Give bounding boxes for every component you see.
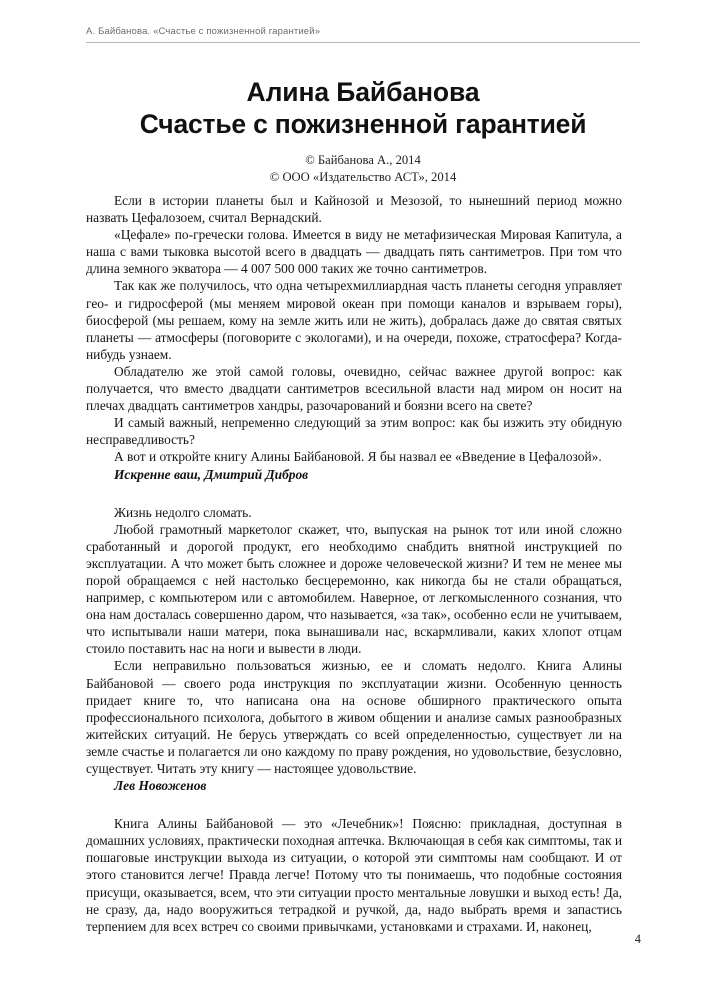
section-gap: [86, 794, 622, 815]
signature-dibrov: Искренне ваш, Дмитрий Дибров: [114, 466, 309, 482]
body-text-column: [86, 192, 622, 935]
paragraph: И самый важный, непременно следующий за этим вопрос: как бы изжить эту обидную несправедливость?: [86, 415, 622, 448]
copyright-line-author: © Байбанова А., 2014: [305, 153, 421, 167]
header-rule: [86, 42, 640, 43]
running-header: [86, 26, 640, 43]
copyright-line-publisher: © ООО «Издательство АСТ», 2014: [269, 169, 457, 184]
paragraph: Обладателю же этой самой головы, очевидно, сейчас важнее другой вопрос: как получается, что вместо двадцати сантиметров всесильной власти над миром он носит на плечах двадцать сантиметров хандры, разочарований и боязни всего на свете?: [86, 363, 622, 414]
paragraph: Книга Алины Байбановой — это «Лечебник»! Поясню: прикладная, доступная в домашних условиях, практически походная аптечка. Включающая в себя как симптомы, так и пошаговые инструкции выхода из ситуации, о которой эти симптомы нам сообщают. И от этого становится легче! Правда легче! Потому что ты понимаешь, что подобные состояния присущи, оказывается, всем, что эти ситуации просто ментальные ловушки и выход есть! Да, не сразу, да, надо вооружиться тетрадкой и ручкой, да, надо выбрать время и запастись терпением для всех встреч со своими привычками, установками и страхами. И, наконец,: [86, 816, 622, 934]
page-number: 4: [634, 932, 641, 946]
paragraph: А вот и откройте книгу Алины Байбановой. Я бы назвал ее «Введение в Цефалозой».: [114, 449, 602, 465]
title-block: [86, 78, 640, 139]
book-author: Алина Байбанова: [246, 77, 480, 107]
paragraph: «Цефале» по-гречески голова. Имеется в виду не метафизическая Мировая Капитула, а наша с вами тыковка высотой всего в двадцать — двадцать пять сантиметров. При том что длина земного экватора — 4 007 500 000 таких же точно сантиметров.: [86, 227, 622, 277]
book-title: Счастье с пожизненной гарантией: [139, 108, 587, 139]
paragraph: Если неправильно пользоваться жизнью, ее и сломать недолго. Книга Алины Байбановой — своего рода инструкция по эксплуатации жизни. Особенную ценность придает книге то, что написана она на основе обширного практического опыта профессионального психолога, добытого в живом общении и анализе самых разнообразных житейских ситуаций. Не берусь утверждать со всей определенностью, существует ли на земле счастье и полагается ли оно каждому по праву рождения, но удовольствие, безусловно, существует. Читать эту книгу — настоящее удовольствие.: [86, 658, 622, 776]
running-head-text: А. Байбанова. «Счастье с пожизненной гарантией»: [86, 26, 321, 37]
paragraph: Любой грамотный маркетолог скажет, что, выпуская на рынок тот или иной сложно сработанный и дорогой продукт, его необходимо снабдить внятной инструкцией по эксплуатации. А что может быть сложнее и дороже человеческой жизни? И тем не менее мы порой обращаемся с ней настолько бесцеремонно, как никогда бы не стали обращаться, например, с компьютером или с автомобилем. Наверное, от легкомысленного сознания, что она нам досталась совершенно даром, что называется, «за так», особенно если не учитываем, что испытывали наши матери, пока вынашивали нас, вскармливали, каких хлопот отцам стоило поставить нас на ноги и вывести в люди.: [86, 521, 622, 657]
section-gap: [86, 483, 622, 504]
paragraph: Если в истории планеты был и Кайнозой и Мезозой, то нынешний период можно назвать Цефалозоем, считал Вернадский.: [86, 193, 622, 226]
signature-novozhenov: Лев Новоженов: [114, 778, 207, 794]
paragraph: Так как же получилось, что одна четырехмиллиардная часть планеты сегодня управляет гео- и гидросферой (мы меняем мировой океан при помощи каналов и взрываем горы), биосферой (мы решаем, кому на земле жить или не жить), добралась даже до святая святых планеты — атмосферы (поговорите с экологами), и на очереди, похоже, стратосфера? Когда-нибудь узнаем.: [86, 278, 622, 362]
paragraph: Жизнь недолго сломать.: [114, 504, 252, 520]
copyright-block: [86, 152, 640, 185]
